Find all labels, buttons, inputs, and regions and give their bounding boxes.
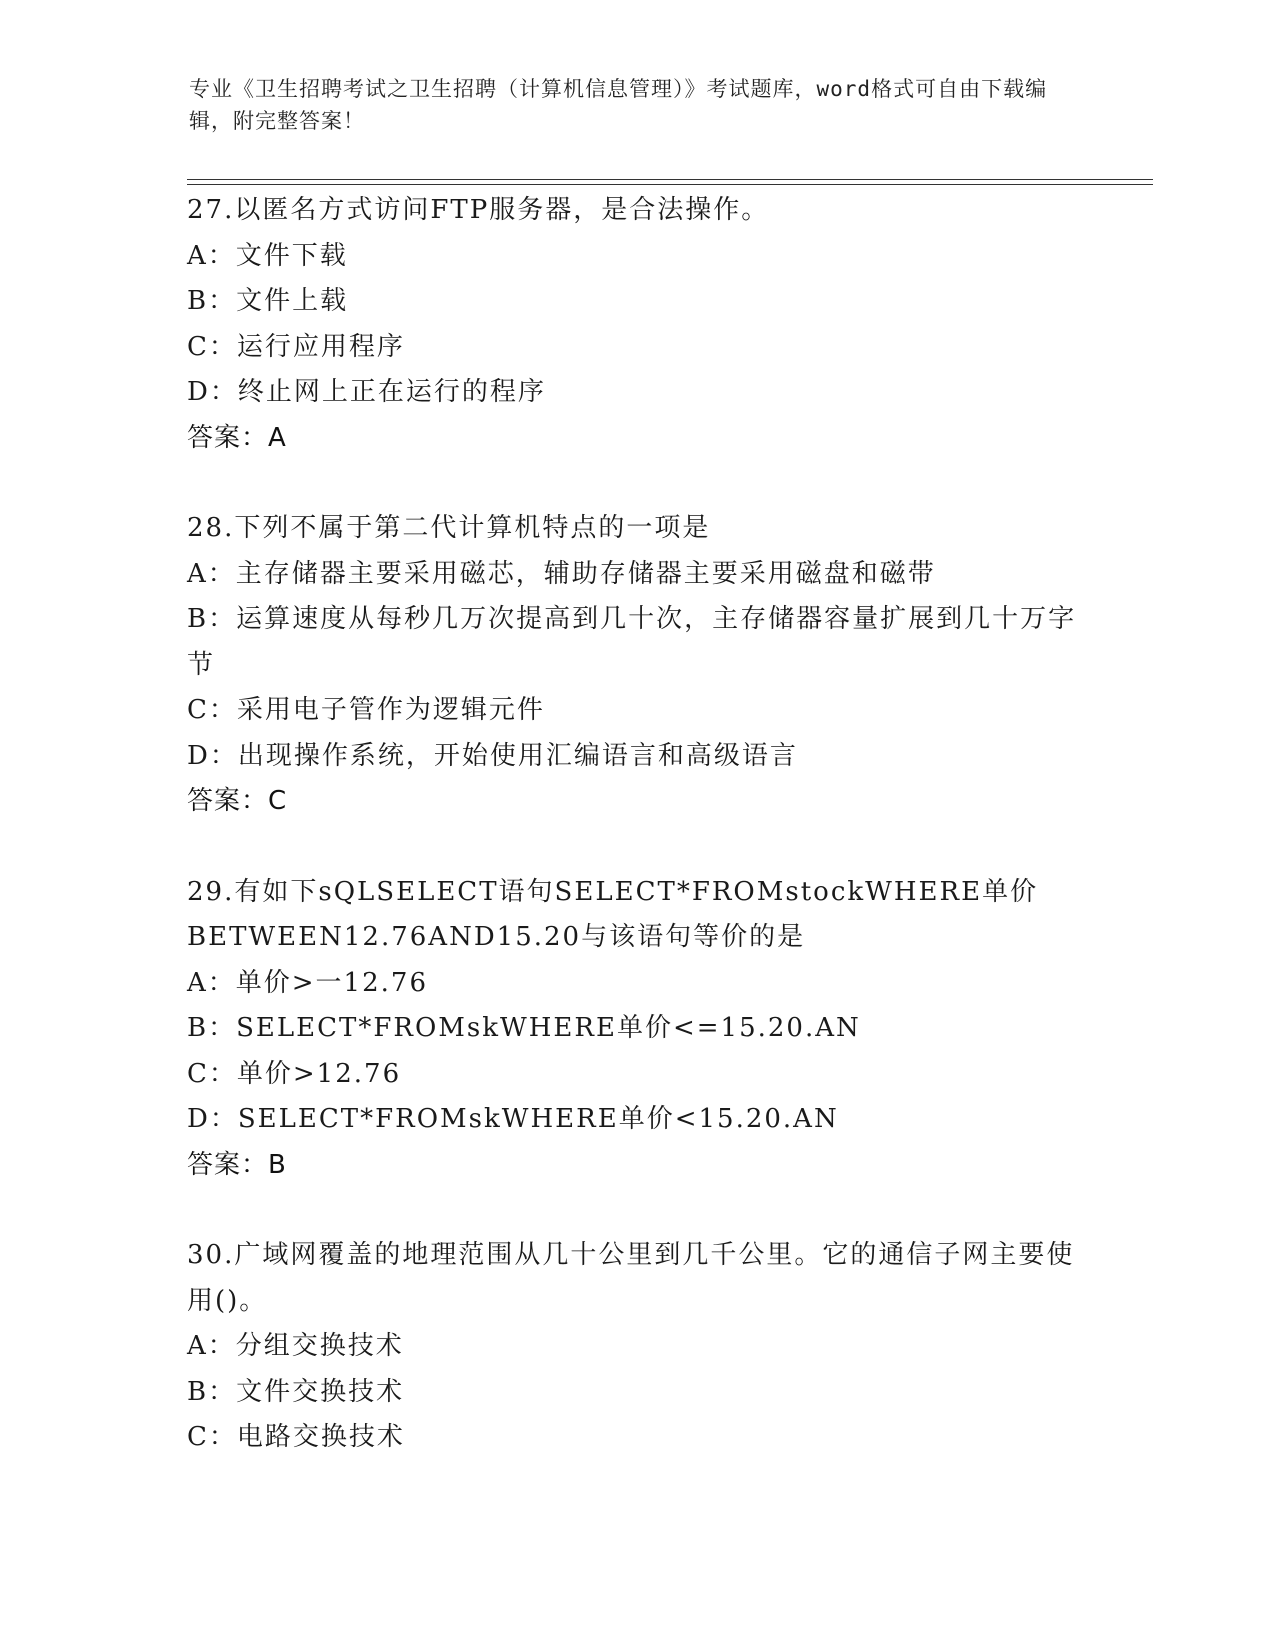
option-c: C：运行应用程序 xyxy=(187,331,405,362)
answer-line: 答案：A xyxy=(187,422,287,453)
question-stem: 27.以匿名方式访问FTP服务器，是合法操作。 xyxy=(187,195,770,225)
option-b: B：文件交换技术 xyxy=(187,1376,405,1407)
option-a: A：主存储器主要采用磁芯，辅助存储器主要采用磁盘和磁带 xyxy=(187,558,936,589)
option-c: C：电路交换技术 xyxy=(187,1422,405,1452)
option-b: B：文件上载 xyxy=(187,286,349,316)
option-c: C：采用电子管作为逻辑元件 xyxy=(187,695,545,725)
answer-line: 答案：C xyxy=(187,786,288,816)
question-stem: 28.下列不属于第二代计算机特点的一项是 xyxy=(187,513,711,543)
header-divider-bottom xyxy=(187,184,1153,185)
answer-line: 答案：B xyxy=(187,1149,287,1180)
option-b: B：运算速度从每秒几万次提高到几十次，主存储器容量扩展到几十万字节 xyxy=(187,604,1077,680)
option-d: D：出现操作系统，开始使用汇编语言和高级语言 xyxy=(187,740,798,771)
option-b: B：SELECT*FROMskWHERE单价<=15.20.AN xyxy=(187,1013,861,1043)
document-header: 专业《卫生招聘考试之卫生招聘（计算机信息管理）》考试题库，word格式可自由下载编辑，附完整答案！ xyxy=(189,77,1048,133)
question-list xyxy=(187,188,1087,1506)
question-stem: 29.有如下sQLSELECT语句SELECT*FROMstockWHERE单价BETWEEN12.76AND15.20与该语句等价的是 xyxy=(187,876,1039,952)
option-c: C：单价>12.76 xyxy=(187,1058,402,1089)
header-divider-top xyxy=(187,179,1153,180)
question-stem: 30.广域网覆盖的地理范围从几十公里到几千公里。它的通信子网主要使用()。 xyxy=(187,1240,1075,1316)
option-a: A：文件下载 xyxy=(187,240,348,271)
question-27 xyxy=(187,188,1087,461)
option-a: A：分组交换技术 xyxy=(187,1331,404,1361)
option-a: A：单价>一12.76 xyxy=(187,967,428,998)
question-30 xyxy=(187,1233,1087,1461)
question-29 xyxy=(187,870,1087,1189)
question-28 xyxy=(187,506,1087,825)
option-d: D：终止网上正在运行的程序 xyxy=(187,377,546,407)
option-d: D：SELECT*FROMskWHERE单价<15.20.AN xyxy=(187,1104,839,1134)
